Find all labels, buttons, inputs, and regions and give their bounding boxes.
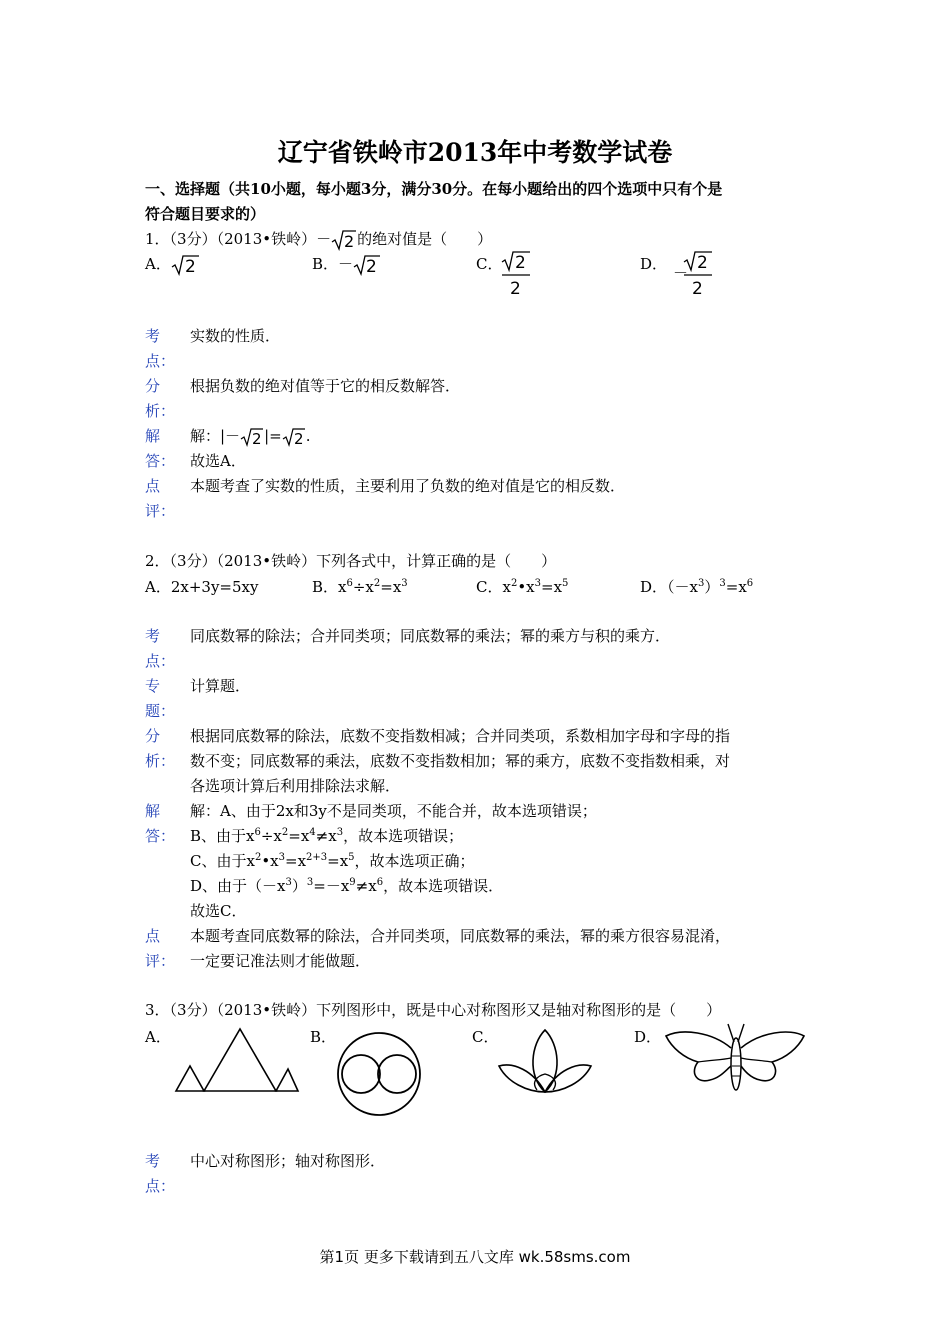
q1-dianping-label: 点评： (145, 477, 176, 520)
q1-jieda-mid: |= (264, 427, 282, 445)
q2-dianping-2: 一定要记准法则才能做题． (190, 952, 371, 970)
q1-fenxi-label: 分析： (145, 377, 176, 420)
q2-option-d: D．$(-x^3)^3=x^6$ (640, 578, 754, 596)
q1-jieda-pre: 解：|－ (190, 427, 241, 445)
q3-option-a-triangles-icon (172, 1025, 302, 1095)
q2-fenxi-2: 数不变；同底数幂的乘法，底数不变指数相加；幂的乘方，底数不变指数相乘，对 (190, 752, 731, 770)
q3-option-a-label: A． (145, 1028, 171, 1046)
section-header-cont: 符合题目要求的） (145, 205, 266, 223)
q1-option-d-den: 2 (692, 279, 703, 298)
q3-option-c-lotus-icon (497, 1026, 593, 1096)
q1-fenxi: 根据负数的绝对值等于它的相反数解答． (190, 377, 461, 395)
q3-option-b-label: B． (310, 1028, 337, 1046)
q2-zhuanti-label: 专题： (145, 677, 176, 720)
q2-fenxi-1: 根据同底数幂的除法，底数不变指数相减；合并同类项，系数相加字母和字母的指 (190, 727, 731, 745)
q2-jieda-d: D、由于$(-x^3)^3=-x^9\ne x^6$，故本选项错误． (190, 877, 504, 895)
q1-jieda-sqrt2-icon (282, 427, 306, 447)
page-footer: 第1页 更多下载请到五八文库 wk.58sms.com (319, 1248, 631, 1266)
q1-option-b-label: B． (312, 255, 339, 273)
q1-stem-post: 的绝对值是（ ） (357, 230, 493, 248)
q1-option-d-fraction (682, 250, 714, 298)
q1-option-d-label: D． (640, 255, 668, 273)
q1-jieda-sqrt-icon (240, 427, 264, 447)
q1-option-a (145, 253, 201, 276)
q1-jieda-num1: 2 (252, 430, 262, 447)
q1-option-b-num: 2 (366, 257, 377, 276)
q1-stem (145, 228, 492, 251)
q2-stem: 2．（3分）（2013•铁岭）下列各式中，计算正确的是（ ） (145, 552, 557, 570)
q2-option-a: A．2x+3y=5xy (145, 578, 259, 596)
q2-jieda-end: 故选C． (190, 902, 247, 920)
q1-option-b-minus: － (338, 255, 354, 273)
q2-jieda-c: C、由于$x^2•x^3=x^{2+3}=x^5$，故本选项正确； (190, 852, 475, 870)
q2-kaodian-label: 考点： (145, 627, 176, 670)
q1-jieda-num2: 2 (293, 430, 304, 447)
q3-option-d-butterfly-icon (662, 1022, 808, 1094)
q1-option-b-sqrt-icon (353, 254, 381, 276)
section-header: 一、选择题（共10小题，每小题3分，满分30分。在每小题给出的四个选项中只有个是 (145, 180, 723, 198)
q1-option-a-label: A． (145, 255, 171, 273)
q1-jieda-line2: 故选A． (190, 452, 246, 470)
q2-dianping-1: 本题考查同底数幂的除法，合并同类项，同底数幂的乘法，幂的乘方很容易混淆， (190, 927, 731, 945)
q2-fenxi-3: 各选项计算后利用排除法求解． (190, 777, 401, 795)
q1-sqrt-icon (331, 229, 357, 251)
q1-option-c-num: 2 (515, 253, 526, 273)
q1-option-b (312, 253, 381, 276)
q2-dianping-label: 点评： (145, 927, 176, 970)
q1-option-d-minus: － (673, 264, 689, 282)
q1-kaodian-label: 考点： (145, 327, 176, 370)
q1-kaodian: 实数的性质． (190, 327, 281, 345)
q1-option-c-fraction (500, 250, 532, 298)
q1-stem-pre: 1．（3分）（2013•铁岭）－ (145, 230, 332, 248)
q2-option-c: C．$x^2•x^3=x^5$ (476, 578, 569, 596)
page-title: 辽宁省铁岭市2013年中考数学试卷 (277, 138, 673, 167)
q2-zhuanti: 计算题． (190, 677, 251, 695)
q3-option-d-label: D． (634, 1028, 662, 1046)
q1-option-a-num: 2 (184, 257, 196, 276)
q1-dianping: 本题考查了实数的性质，主要利用了负数的绝对值是它的相反数． (190, 477, 626, 495)
q1-jieda-post: . (305, 427, 311, 445)
q3-kaodian-label: 考点： (145, 1152, 176, 1195)
q1-sqrt-num: 2 (344, 232, 355, 251)
q2-option-b: B．$x^6\div x^2=x^3$ (312, 578, 408, 596)
q1-jieda-label: 解答： (145, 427, 176, 470)
q2-jieda-label: 解答： (145, 802, 176, 845)
q3-kaodian: 中心对称图形；轴对称图形． (190, 1152, 386, 1170)
q2-kaodian: 同底数幂的除法；合并同类项；同底数幂的乘法；幂的乘方与积的乘方． (190, 627, 671, 645)
q3-option-b-circles-icon (334, 1030, 424, 1118)
q3-stem: 3．（3分）（2013•铁岭）下列图形中，既是中心对称图形又是轴对称图形的是（ ） (145, 1001, 722, 1019)
q2-jieda-1: 解：A、由于2x和3y不是同类项，不能合并，故本选项错误； (190, 802, 597, 820)
q1-option-d-num: 2 (697, 253, 708, 273)
q3-option-c-label: C． (472, 1028, 499, 1046)
q2-fenxi-label: 分析： (145, 727, 176, 770)
q1-option-a-sqrt-icon (171, 254, 201, 276)
q2-jieda-b: B、由于$x^6\div x^2=x^4\ne x^3$，故本选项错误； (190, 827, 464, 845)
q1-option-c-label: C． (476, 255, 503, 273)
q1-option-c-den: 2 (510, 279, 521, 298)
q1-jieda (190, 424, 810, 449)
